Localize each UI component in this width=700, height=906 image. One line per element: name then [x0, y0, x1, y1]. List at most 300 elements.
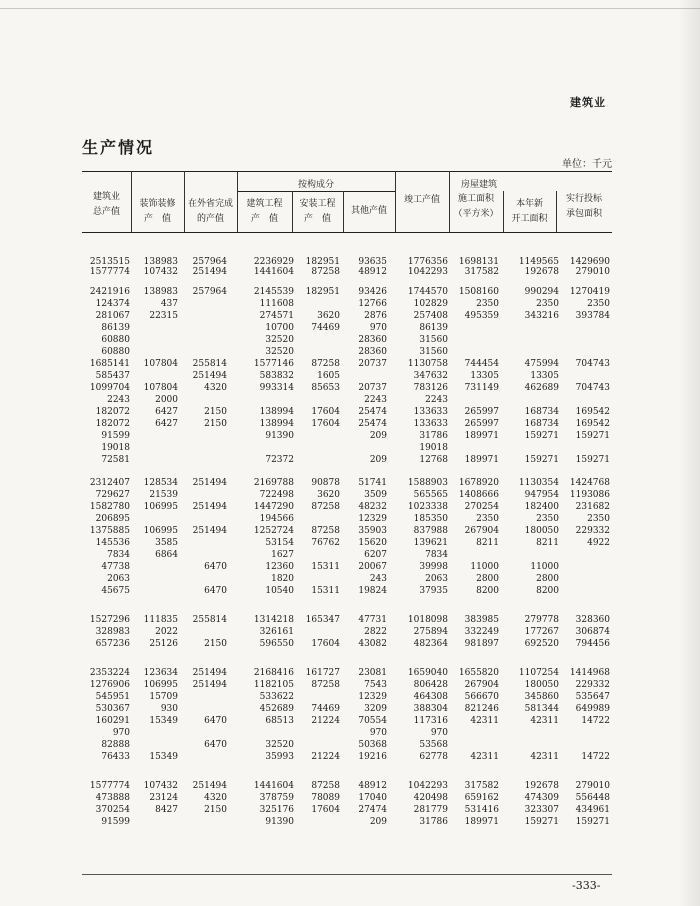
table-cell: 189971 — [464, 455, 499, 465]
table-cell: 3620 — [317, 311, 340, 321]
table-cell: 15709 — [149, 692, 178, 702]
table-cell: 17604 — [311, 407, 340, 417]
table-cell: 107432 — [143, 267, 178, 277]
table-cell: 583832 — [259, 371, 294, 381]
table-cell: 12360 — [265, 562, 294, 572]
table-cell: 32520 — [265, 740, 294, 750]
table-cell: 267904 — [464, 526, 499, 536]
table-cell: 1698131 — [458, 257, 499, 267]
table-cell: 72372 — [265, 455, 294, 465]
table-cell: 47731 — [358, 615, 387, 625]
table-cell: 2822 — [364, 627, 387, 637]
table-cell: 76433 — [101, 752, 130, 762]
table-cell: 2243 — [364, 395, 387, 405]
table-cell: 35903 — [358, 526, 387, 536]
table-cell: 91390 — [265, 817, 294, 827]
table-cell: 43082 — [358, 639, 387, 649]
table-cell: 281779 — [413, 805, 448, 815]
table-cell: 462689 — [524, 383, 559, 393]
table-cell: 7834 — [425, 550, 448, 560]
table-cell: 6470 — [204, 562, 227, 572]
table-cell: 1424768 — [569, 478, 610, 488]
table-cell: 2421916 — [89, 287, 130, 297]
table-cell: 93635 — [358, 257, 387, 267]
table-cell: 255814 — [192, 615, 227, 625]
table-cell: 993314 — [259, 383, 294, 393]
table-cell: 806428 — [413, 680, 448, 690]
column-header: 在外省完成 的产值 — [187, 199, 233, 224]
header-bottom-rule — [82, 232, 612, 233]
table-cell: 6470 — [204, 740, 227, 750]
table-cell: 209 — [369, 431, 387, 441]
table-cell: 47738 — [101, 562, 130, 572]
table-cell: 182951 — [305, 257, 340, 267]
table-cell: 2312407 — [89, 478, 130, 488]
table-cell: 1042293 — [407, 267, 448, 277]
table-cell: 87258 — [311, 526, 340, 536]
table-cell: 1588903 — [407, 478, 448, 488]
table-cell: 332249 — [464, 627, 499, 637]
table-cell: 1130758 — [407, 359, 448, 369]
table-cell: 1314218 — [253, 615, 294, 625]
table-cell: 169542 — [575, 419, 610, 429]
table-cell: 107804 — [143, 359, 178, 369]
table-row — [0, 266, 700, 279]
table-cell: 2063 — [107, 574, 130, 584]
table-cell: 434961 — [575, 805, 610, 815]
table-cell: 14722 — [581, 716, 610, 726]
table-cell: 1414968 — [569, 668, 610, 678]
table-cell: 1655820 — [458, 668, 499, 678]
table-cell: 317582 — [464, 267, 499, 277]
table-cell: 2350 — [536, 299, 559, 309]
table-cell: 1685141 — [89, 359, 130, 369]
table-cell: 6207 — [364, 550, 387, 560]
table-cell: 255814 — [192, 359, 227, 369]
table-cell: 251494 — [192, 680, 227, 690]
table-cell: 837988 — [413, 526, 448, 536]
table-cell: 168734 — [524, 407, 559, 417]
table-cell: 17604 — [311, 639, 340, 649]
table-cell: 4320 — [204, 793, 227, 803]
table-cell: 970 — [369, 728, 387, 738]
table-cell: 76762 — [311, 538, 340, 548]
table-cell: 2800 — [536, 574, 559, 584]
table-cell: 3585 — [155, 538, 178, 548]
table-cell: 53568 — [419, 740, 448, 750]
table-cell: 11000 — [530, 562, 559, 572]
table-cell: 12329 — [358, 692, 387, 702]
table-cell: 437 — [160, 299, 178, 309]
table-cell: 180050 — [524, 526, 559, 536]
house-group-title: 房屋建筑 — [460, 180, 497, 190]
table-cell: 2168416 — [253, 668, 294, 678]
table-cell: 565565 — [413, 490, 448, 500]
table-cell: 1527296 — [89, 615, 130, 625]
table-cell: 10540 — [265, 586, 294, 596]
table-cell: 17040 — [358, 793, 387, 803]
table-cell: 1659040 — [407, 668, 448, 678]
table-cell: 1375885 — [89, 526, 130, 536]
table-cell: 452689 — [259, 704, 294, 714]
column-header: 其他产值 — [350, 206, 387, 216]
table-cell: 11000 — [470, 562, 499, 572]
table-cell: 8200 — [476, 586, 499, 596]
table-cell: 12329 — [358, 514, 387, 524]
table-cell: 744454 — [464, 359, 499, 369]
table-cell: 265997 — [464, 407, 499, 417]
table-cell: 133633 — [413, 407, 448, 417]
table-cell: 8211 — [476, 538, 499, 548]
table-cell: 3620 — [317, 490, 340, 500]
table-cell: 106995 — [143, 502, 178, 512]
table-cell: 10700 — [265, 323, 294, 333]
table-cell: 177267 — [524, 627, 559, 637]
table-cell: 169542 — [575, 407, 610, 417]
table-cell: 1099704 — [89, 383, 130, 393]
table-cell: 13305 — [470, 371, 499, 381]
table-cell: 159271 — [575, 817, 610, 827]
table-cell: 182400 — [524, 502, 559, 512]
table-cell: 25474 — [358, 419, 387, 429]
table-cell: 495359 — [464, 311, 499, 321]
table-cell: 1408666 — [458, 490, 499, 500]
table-cell: 581344 — [524, 704, 559, 714]
table-cell: 206895 — [95, 514, 130, 524]
table-cell: 2800 — [476, 574, 499, 584]
table-cell: 930 — [160, 704, 178, 714]
table-cell: 347632 — [413, 371, 448, 381]
table-cell: 947954 — [524, 490, 559, 500]
table-cell: 19018 — [419, 443, 448, 453]
table-cell: 48912 — [358, 267, 387, 277]
table-row — [0, 585, 700, 598]
table-cell: 265997 — [464, 419, 499, 429]
table-cell: 279778 — [524, 615, 559, 625]
table-row — [0, 638, 700, 651]
table-cell: 106995 — [143, 526, 178, 536]
table-cell: 794456 — [575, 639, 610, 649]
column-header: 施工面积 （平方米） — [453, 194, 499, 219]
table-cell: 19824 — [358, 586, 387, 596]
table-cell: 229332 — [575, 680, 610, 690]
table-cell: 7834 — [107, 550, 130, 560]
table-cell: 704743 — [575, 383, 610, 393]
table-cell: 21539 — [149, 490, 178, 500]
table-cell: 161727 — [305, 668, 340, 678]
table-cell: 28360 — [358, 335, 387, 345]
table-cell: 20737 — [358, 359, 387, 369]
table-cell: 182072 — [95, 407, 130, 417]
table-cell: 31786 — [419, 431, 448, 441]
table-cell: 1149565 — [518, 257, 559, 267]
table-cell: 343216 — [524, 311, 559, 321]
table-cell: 45675 — [101, 586, 130, 596]
table-cell: 31560 — [419, 347, 448, 357]
table-cell: 251494 — [192, 371, 227, 381]
table-cell: 68513 — [265, 716, 294, 726]
table-cell: 159271 — [575, 431, 610, 441]
table-cell: 15349 — [149, 752, 178, 762]
table-cell: 306874 — [575, 627, 610, 637]
table-cell: 257964 — [192, 287, 227, 297]
table-cell: 1577774 — [89, 781, 130, 791]
table-cell: 231682 — [575, 502, 610, 512]
page-number: -333- — [572, 879, 601, 892]
table-cell: 990294 — [524, 287, 559, 297]
table-cell: 388304 — [413, 704, 448, 714]
table-cell: 194566 — [259, 514, 294, 524]
table-cell: 1678920 — [458, 478, 499, 488]
table-cell: 209 — [369, 455, 387, 465]
table-cell: 970 — [369, 323, 387, 333]
table-cell: 1023338 — [407, 502, 448, 512]
table-cell: 2350 — [476, 514, 499, 524]
table-cell: 6427 — [155, 407, 178, 417]
table-cell: 25474 — [358, 407, 387, 417]
table-cell: 281067 — [95, 311, 130, 321]
table-cell: 393784 — [575, 311, 610, 321]
table-cell: 14722 — [581, 752, 610, 762]
table-cell: 229332 — [575, 526, 610, 536]
table-cell: 1605 — [317, 371, 340, 381]
table-cell: 139621 — [413, 538, 448, 548]
table-cell: 1627 — [271, 550, 294, 560]
table-cell: 192678 — [524, 267, 559, 277]
table-cell: 91599 — [101, 817, 130, 827]
table-cell: 970 — [112, 728, 130, 738]
table-cell: 74469 — [311, 323, 340, 333]
table-cell: 274571 — [259, 311, 294, 321]
table-cell: 2350 — [587, 514, 610, 524]
table-cell: 731149 — [464, 383, 499, 393]
table-cell: 251494 — [192, 526, 227, 536]
table-cell: 90878 — [311, 478, 340, 488]
table-cell: 251494 — [192, 668, 227, 678]
table-cell: 473888 — [95, 793, 130, 803]
table-cell: 251494 — [192, 502, 227, 512]
table-cell: 328360 — [575, 615, 610, 625]
table-cell: 180050 — [524, 680, 559, 690]
table-cell: 192678 — [524, 781, 559, 791]
table-cell: 28360 — [358, 347, 387, 357]
table-cell: 31560 — [419, 335, 448, 345]
table-cell: 106995 — [143, 680, 178, 690]
table-cell: 6470 — [204, 716, 227, 726]
table-cell: 53154 — [265, 538, 294, 548]
table-cell: 138994 — [259, 419, 294, 429]
table-cell: 729627 — [95, 490, 130, 500]
table-cell: 48232 — [358, 502, 387, 512]
table-cell: 1130354 — [518, 478, 559, 488]
table-cell: 6864 — [155, 550, 178, 560]
table-cell: 1508160 — [458, 287, 499, 297]
table-cell: 42311 — [530, 752, 559, 762]
table-cell: 37935 — [419, 586, 448, 596]
table-cell: 383985 — [464, 615, 499, 625]
table-cell: 42311 — [470, 752, 499, 762]
table-cell: 50368 — [358, 740, 387, 750]
table-cell: 60880 — [101, 335, 130, 345]
table-cell: 1776356 — [407, 257, 448, 267]
table-cell: 117316 — [413, 716, 448, 726]
table-cell: 48912 — [358, 781, 387, 791]
column-header: 装饰装修 产 值 — [139, 199, 176, 224]
table-cell: 82888 — [101, 740, 130, 750]
table-cell: 545951 — [95, 692, 130, 702]
table-cell: 42311 — [530, 716, 559, 726]
table-cell: 1182105 — [253, 680, 294, 690]
table-cell: 970 — [430, 728, 448, 738]
table-cell: 257408 — [413, 311, 448, 321]
table-cell: 328983 — [95, 627, 130, 637]
table-cell: 1270419 — [569, 287, 610, 297]
table-cell: 585437 — [95, 371, 130, 381]
table-cell: 566670 — [464, 692, 499, 702]
table-cell: 1276906 — [89, 680, 130, 690]
table-cell: 1577146 — [253, 359, 294, 369]
table-row — [0, 454, 700, 467]
table-cell: 87258 — [311, 267, 340, 277]
table-cell: 160291 — [95, 716, 130, 726]
table-cell: 1042293 — [407, 781, 448, 791]
column-header: 实行投标 承包面积 — [565, 194, 602, 219]
table-cell: 6427 — [155, 419, 178, 429]
table-cell: 74469 — [311, 704, 340, 714]
table-cell: 189971 — [464, 431, 499, 441]
table-cell: 86139 — [101, 323, 130, 333]
table-cell: 19018 — [101, 443, 130, 453]
table-cell: 23081 — [358, 668, 387, 678]
table-cell: 145536 — [95, 538, 130, 548]
unit-label: 单位：千元 — [562, 159, 612, 170]
table-cell: 2243 — [107, 395, 130, 405]
table-cell: 15311 — [311, 586, 340, 596]
table-cell: 12768 — [419, 455, 448, 465]
table-cell: 251494 — [192, 478, 227, 488]
table-cell: 85653 — [311, 383, 340, 393]
table-cell: 1193086 — [569, 490, 610, 500]
table-cell: 78089 — [311, 793, 340, 803]
table-cell: 2350 — [476, 299, 499, 309]
table-cell: 378759 — [259, 793, 294, 803]
table-cell: 1447290 — [253, 502, 294, 512]
column-header: 本年新 开工面积 — [511, 199, 548, 224]
table-cell: 533622 — [259, 692, 294, 702]
table-cell: 21224 — [311, 716, 340, 726]
table-cell: 275894 — [413, 627, 448, 637]
table-cell: 21224 — [311, 752, 340, 762]
table-cell: 1582780 — [89, 502, 130, 512]
column-header: 建筑工程 产 值 — [246, 199, 283, 224]
table-cell: 2243 — [425, 395, 448, 405]
table-cell: 692520 — [524, 639, 559, 649]
table-cell: 2236929 — [253, 257, 294, 267]
table-cell: 91599 — [101, 431, 130, 441]
table-cell: 87258 — [311, 502, 340, 512]
table-cell: 2150 — [204, 419, 227, 429]
table-cell: 32520 — [265, 335, 294, 345]
table-cell: 23124 — [149, 793, 178, 803]
table-cell: 530367 — [95, 704, 130, 714]
table-cell: 420498 — [413, 793, 448, 803]
table-cell: 51741 — [358, 478, 387, 488]
table-cell: 31786 — [419, 817, 448, 827]
table-cell: 251494 — [192, 267, 227, 277]
table-cell: 128534 — [143, 478, 178, 488]
section-heading: 建筑业 — [570, 96, 606, 109]
table-cell: 482364 — [413, 639, 448, 649]
table-cell: 270254 — [464, 502, 499, 512]
table-cell: 279010 — [575, 267, 610, 277]
group-rule — [237, 191, 395, 192]
column-header: 安装工程 产 值 — [299, 199, 336, 224]
table-cell: 15311 — [311, 562, 340, 572]
table-cell: 4320 — [204, 383, 227, 393]
table-cell: 17604 — [311, 419, 340, 429]
table-cell: 1744570 — [407, 287, 448, 297]
table-cell: 1441604 — [253, 267, 294, 277]
table-cell: 86139 — [419, 323, 448, 333]
table-cell: 111608 — [259, 299, 294, 309]
table-cell: 182951 — [305, 287, 340, 297]
table-cell: 657236 — [95, 639, 130, 649]
table-cell: 19216 — [358, 752, 387, 762]
table-cell: 2145539 — [253, 287, 294, 297]
table-cell: 138983 — [143, 287, 178, 297]
table-cell: 1577774 — [89, 267, 130, 277]
table-cell: 87258 — [311, 781, 340, 791]
table-cell: 209 — [369, 817, 387, 827]
table-cell: 2150 — [204, 639, 227, 649]
table-cell: 165347 — [305, 615, 340, 625]
table-cell: 2350 — [587, 299, 610, 309]
footer-rule — [82, 874, 612, 875]
table-cell: 2350 — [536, 514, 559, 524]
table-cell: 87258 — [311, 359, 340, 369]
table-cell: 3209 — [364, 704, 387, 714]
table-cell: 345860 — [524, 692, 559, 702]
table-cell: 15349 — [149, 716, 178, 726]
table-cell: 138994 — [259, 407, 294, 417]
table-cell: 556448 — [575, 793, 610, 803]
table-cell: 12766 — [358, 299, 387, 309]
table-cell: 35993 — [265, 752, 294, 762]
table-cell: 1820 — [271, 574, 294, 584]
table-cell: 60880 — [101, 347, 130, 357]
table-cell: 2150 — [204, 805, 227, 815]
table-top-rule — [82, 171, 612, 172]
table-cell: 4922 — [587, 538, 610, 548]
table-cell: 279010 — [575, 781, 610, 791]
table-cell: 138983 — [143, 257, 178, 267]
table-row — [0, 816, 700, 829]
table-cell: 133633 — [413, 419, 448, 429]
column-header: 竣工产值 — [403, 195, 440, 205]
table-cell: 2022 — [155, 627, 178, 637]
table-cell: 168734 — [524, 419, 559, 429]
table-cell: 159271 — [524, 817, 559, 827]
table-cell: 535647 — [575, 692, 610, 702]
table-cell: 87258 — [311, 680, 340, 690]
table-cell: 464308 — [413, 692, 448, 702]
table-cell: 2353224 — [89, 668, 130, 678]
table-cell: 159271 — [524, 455, 559, 465]
table-cell: 3509 — [364, 490, 387, 500]
table-cell: 2169788 — [253, 478, 294, 488]
table-cell: 20067 — [358, 562, 387, 572]
table-cell: 39998 — [419, 562, 448, 572]
